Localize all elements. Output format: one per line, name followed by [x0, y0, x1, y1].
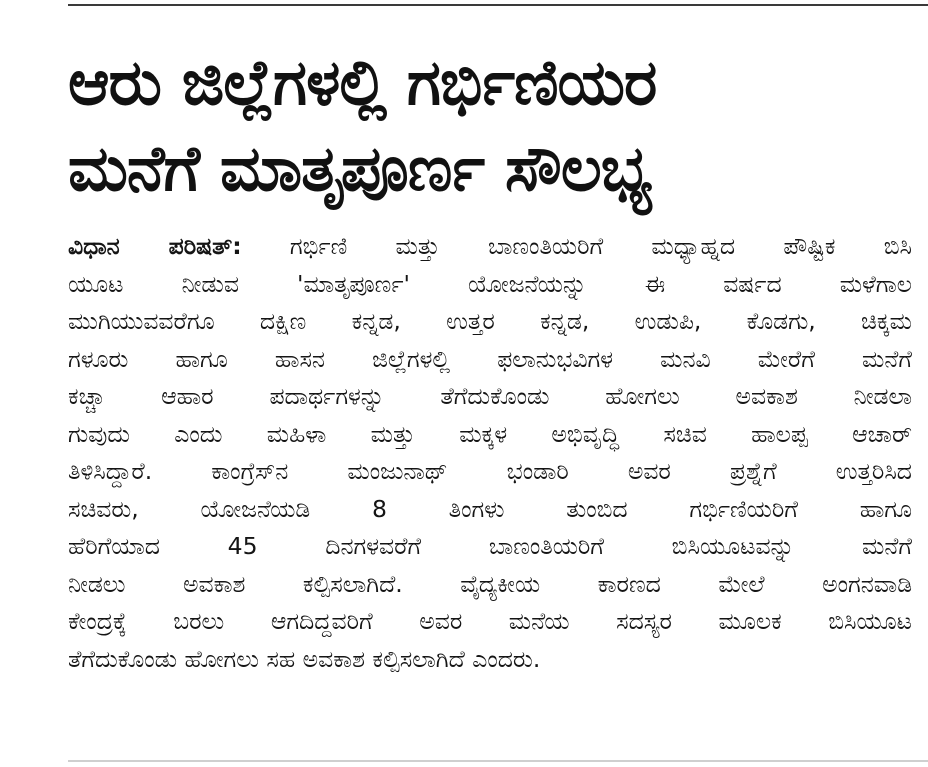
- body-line-7: ತಿಳಿಸಿದ್ದಾರೆ. ಕಾಂಗ್ರೆಸ್‌ನ ಮಂಜುನಾಥ್ ಭಂಡಾರಿ ಅವರ ಪ್ರಶ್ನೆಗೆ ಉತ್ತರಿಸಿದ: [68, 457, 912, 485]
- body-line-2: ಯೂಟ ನೀಡುವ 'ಮಾತೃಪೂರ್ಣ' ಯೋಜನೆಯನ್ನು ಈ ವರ್ಷದ ಮಳೆಗಾಲ: [68, 269, 912, 298]
- body-line-1: [68, 228, 912, 266]
- body-line-9: ಹೆರಿಗೆಯಾದ 45 ದಿನಗಳವರೆಗೆ ಬಾಣಂತಿಯರಿಗೆ ಬಿಸಿಯೂಟವನ್ನು ಮನೆಗೆ: [68, 532, 912, 560]
- body-line-8: ಸಚಿವರು, ಯೋಜನೆಯಡಿ 8 ತಿಂಗಳು ತುಂಬಿದ ಗರ್ಭಿಣಿಯರಿಗೆ ಹಾಗೂ: [68, 494, 912, 523]
- top-divider: [68, 4, 928, 6]
- bottom-divider: [68, 760, 928, 762]
- body-line-10: ನೀಡಲು ಅವಕಾಶ ಕಲ್ಪಿಸಲಾಗಿದೆ. ವೈದ್ಯಕೀಯ ಕಾರಣದ ಮೇಲೆ ಅಂಗನವಾಡಿ: [68, 569, 912, 598]
- headline-line-2: ಮನೆಗೆ ಮಾತೃಪೂರ್ಣ ಸೌಲಭ್ಯ: [68, 132, 652, 205]
- article-body: [68, 228, 912, 678]
- body-line-12: ತೆಗೆದುಕೊಂಡು ಹೋಗಲು ಸಹ ಅವಕಾಶ ಕಲ್ಪಿಸಲಾಗಿದೆ ಎಂದರು.: [68, 644, 541, 673]
- body-line-1-text: ಗರ್ಭಿಣಿ ಮತ್ತು ಬಾಣಂತಿಯರಿಗೆ ಮಧ್ಯಾಹ್ನದ ಪೌಷ್ಟಿಕ ಬಿಸಿ: [241, 232, 912, 260]
- body-line-5: ಕಚ್ಚಾ ಆಹಾರ ಪದಾರ್ಥಗಳನ್ನು ತೆಗೆದುಕೊಂಡು ಹೋಗಲು ಅವಕಾಶ ನೀಡಲಾ: [68, 382, 912, 410]
- headline-line-1: ಆರು ಜಿಲ್ಲೆಗಳಲ್ಲಿ ಗರ್ಭಿಣಿಯರ: [68, 46, 657, 119]
- body-line-11: ಕೇಂದ್ರಕ್ಕೆ ಬರಲು ಆಗದಿದ್ದವರಿಗೆ ಅವರ ಮನೆಯ ಸದಸ್ಯರ ಮೂಲಕ ಬಿಸಿಯೂಟ: [68, 607, 912, 635]
- news-article: [68, 40, 912, 678]
- article-headline: [68, 40, 912, 212]
- body-line-6: ಗುವುದು ಎಂದು ಮಹಿಳಾ ಮತ್ತು ಮಕ್ಕಳ ಅಭಿವೃದ್ಧಿ ಸಚಿವ ಹಾಲಪ್ಪ ಆಚಾರ್: [68, 419, 912, 448]
- body-line-4: ಗಳೂರು ಹಾಗೂ ಹಾಸನ ಜಿಲ್ಲೆಗಳಲ್ಲಿ ಫಲಾನುಭವಿಗಳ ಮನವಿ ಮೇರೆಗೆ ಮನೆಗೆ: [68, 344, 912, 373]
- body-line-3: ಮುಗಿಯುವವರೆಗೂ ದಕ್ಷಿಣ ಕನ್ನಡ, ಉತ್ತರ ಕನ್ನಡ, ಉಡುಪಿ, ಕೊಡಗು, ಚಿಕ್ಕಮ: [68, 307, 912, 335]
- dateline: ವಿಧಾನ ಪರಿಷತ್:: [68, 232, 242, 260]
